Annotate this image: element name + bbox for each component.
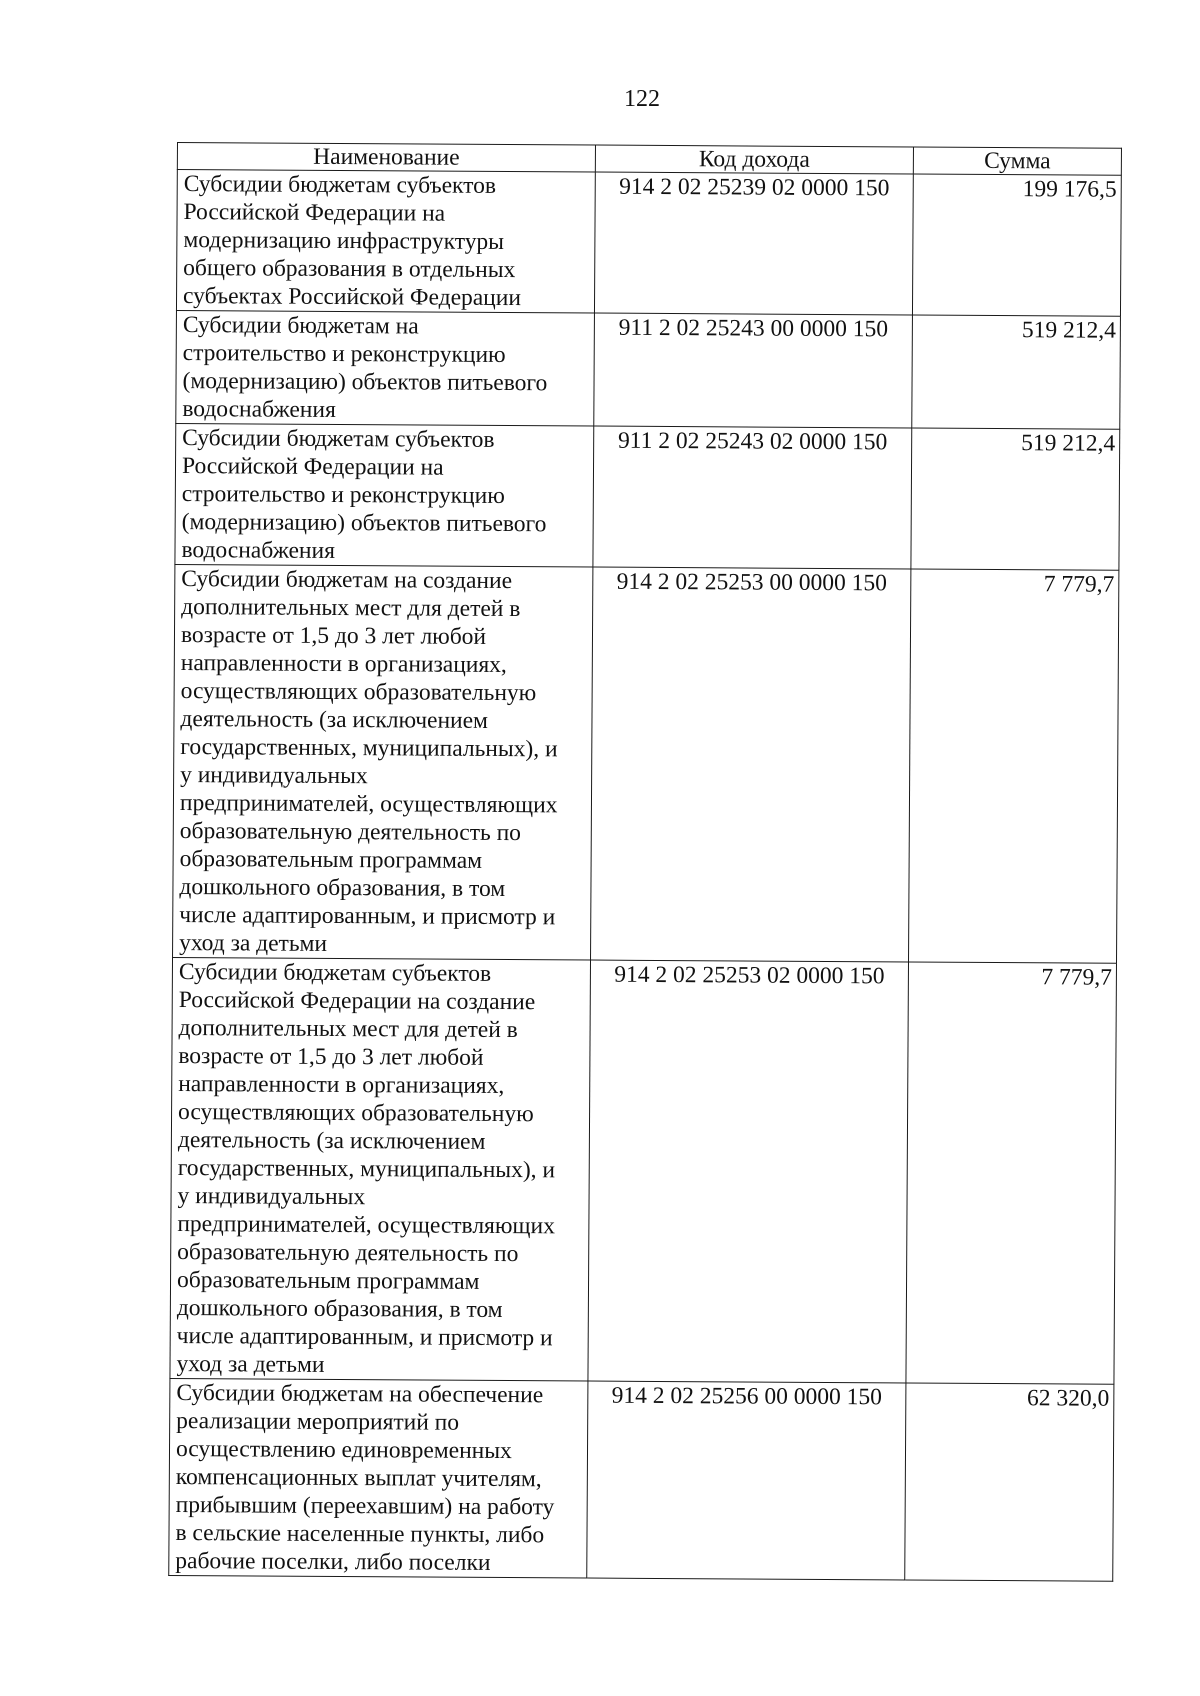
row-code: 911 2 02 25243 00 0000 150 xyxy=(594,313,913,428)
header-code: Код дохода xyxy=(595,145,913,174)
row-name: Субсидии бюджетам субъектов Российской Федерации на модернизацию инфраструктуры общего образования в отдельных субъектах Российской Федерации xyxy=(182,171,522,312)
row-name-cell xyxy=(170,957,591,1381)
revenue-table-container xyxy=(168,142,1121,1582)
row-name-cell xyxy=(173,564,593,960)
row-name-cell xyxy=(176,310,595,426)
row-code: 914 2 02 25239 02 0000 150 xyxy=(594,172,913,315)
row-code: 911 2 02 25243 02 0000 150 xyxy=(593,426,912,569)
table-row xyxy=(176,310,1121,429)
page-number: 122 xyxy=(624,86,660,112)
header-sum: Сумма xyxy=(913,147,1121,175)
row-name: Субсидии бюджетам на создание дополнительных мест для детей в возрасте от 1,5 до 3 лет любой направленности в организациях, осуществляющих образовательную деятельность (за исключением государственных, муниципальных), и у индивидуальных предпринимателей, осуществляющих образовательную деятельность по образовательным программам дошкольного образования, в том числе адаптированным, и присмотр и уход за детьми xyxy=(179,566,558,957)
row-code: 914 2 02 25256 00 0000 150 xyxy=(587,1381,906,1580)
row-sum: 519 212,4 xyxy=(912,315,1121,429)
row-sum: 7 779,7 xyxy=(909,569,1119,963)
header-name: Наименование xyxy=(177,143,595,173)
row-code: 914 2 02 25253 00 0000 150 xyxy=(591,567,911,962)
table-row xyxy=(169,1378,1114,1581)
row-name: Субсидии бюджетам на обеспечение реализации мероприятий по осуществлению единовременных компенсационных выплат учителям, прибывшим (переехавшим) на работу в сельские населенные пункты, либо рабочие поселки, либо поселки xyxy=(175,1380,555,1576)
row-code: 914 2 02 25253 02 0000 150 xyxy=(588,960,909,1383)
row-name: Субсидии бюджетам на строительство и реконструкцию (модернизацию) объектов питьевого водоснабжения xyxy=(182,312,548,423)
table-row xyxy=(170,957,1117,1384)
row-name: Субсидии бюджетам субъектов Российской Федерации на строительство и реконструкцию (модернизацию) объектов питьевого водоснабжения xyxy=(181,425,547,564)
row-name-cell xyxy=(169,1378,588,1578)
revenue-table xyxy=(168,142,1122,1582)
table-row xyxy=(176,170,1121,317)
row-sum: 7 779,7 xyxy=(906,962,1117,1384)
row-name-cell xyxy=(176,170,595,314)
row-sum: 199 176,5 xyxy=(912,174,1121,316)
row-sum: 62 320,0 xyxy=(905,1383,1114,1581)
row-name: Субсидии бюджетам субъектов Российской Федерации на создание дополнительных мест для детей в возрасте от 1,5 до 3 лет любой направленности в организациях, осуществляющих образовательную деятельность (за исключением государственных, муниципальных), и у индивидуальных предпринимателей, осуществляющих образовательную деятельность по образовательным программам дошкольного образования, в том числе адаптированным, и присмотр и уход за детьми xyxy=(176,959,556,1378)
table-row xyxy=(175,423,1120,570)
row-sum: 519 212,4 xyxy=(911,428,1120,570)
table-row xyxy=(173,564,1119,963)
row-name-cell xyxy=(175,423,594,567)
